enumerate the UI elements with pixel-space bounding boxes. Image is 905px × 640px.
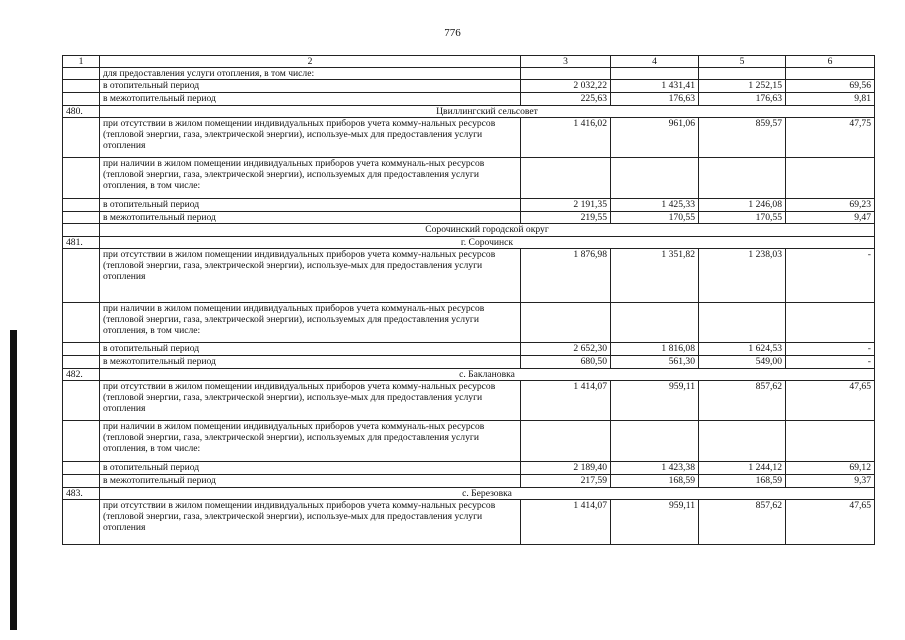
value-col-5: 170,55 [699,212,786,224]
row-number [63,462,100,475]
value-col-6: 9,37 [786,475,875,488]
value-col-3: 2 652,30 [521,343,611,356]
row-description: при наличии в жилом помещении индивидуальных приборов учета коммуналь-ных ресурсов (тепловой энергии, газа, электрической энергии), используемых для предоставления услуги отопления, в том числе: [100,421,521,462]
value-col-6: 47,65 [786,381,875,421]
table-row [63,303,875,343]
value-col-6 [786,421,875,462]
row-number [63,118,100,158]
value-col-6: 47,75 [786,118,875,158]
row-description: при отсутствии в жилом помещении индивидуальных приборов учета комму-нальных ресурсов (тепловой энергии, газа, электрической энергии), используе-мых для предоставления услуги отопления [100,249,521,303]
value-col-5: 857,62 [699,500,786,545]
value-col-4: 1 351,82 [611,249,699,303]
value-col-3 [521,158,611,199]
row-number [63,381,100,421]
value-col-4: 1 425,33 [611,199,699,212]
row-number [63,356,100,369]
row-number [63,249,100,303]
value-col-3: 217,59 [521,475,611,488]
section-row [63,369,875,381]
value-col-3: 1 416,02 [521,118,611,158]
value-col-4 [611,303,699,343]
value-col-6: 9,47 [786,212,875,224]
row-number [63,199,100,212]
value-col-5 [699,303,786,343]
table-row [63,118,875,158]
value-col-3: 1 414,07 [521,381,611,421]
table-row [63,158,875,199]
row-description: в межотопительный период [100,212,521,224]
column-header: 6 [786,56,875,68]
table-row [63,381,875,421]
value-col-5 [699,68,786,80]
row-description: в отопительный период [100,199,521,212]
section-row [63,488,875,500]
value-col-3: 225,63 [521,93,611,106]
value-col-3: 2 032,22 [521,80,611,93]
value-col-3: 219,55 [521,212,611,224]
value-col-6: 69,23 [786,199,875,212]
value-col-3 [521,421,611,462]
row-description: при отсутствии в жилом помещении индивидуальных приборов учета комму-нальных ресурсов (тепловой энергии, газа, электрической энергии), используе-мых для предоставления услуги отопления [100,500,521,545]
section-title: с. Березовка [100,488,875,500]
row-number [63,80,100,93]
value-col-6 [786,68,875,80]
section-title: Цвиллингский сельсовет [100,106,875,118]
column-header: 3 [521,56,611,68]
value-col-4: 561,30 [611,356,699,369]
row-description: в отопительный период [100,462,521,475]
value-col-5: 1 244,12 [699,462,786,475]
row-number [63,303,100,343]
row-number [63,158,100,199]
value-col-5: 857,62 [699,381,786,421]
row-description: в межотопительный период [100,356,521,369]
value-col-6: 9,81 [786,93,875,106]
value-col-5: 1 624,53 [699,343,786,356]
table-row [63,462,875,475]
table-row [63,343,875,356]
value-col-5 [699,421,786,462]
value-col-4: 176,63 [611,93,699,106]
row-number: 483. [63,488,100,500]
header-row [63,56,875,68]
row-description: в отопительный период [100,343,521,356]
value-col-5: 168,59 [699,475,786,488]
value-col-5: 176,63 [699,93,786,106]
value-col-6: 47,65 [786,500,875,545]
value-col-6 [786,158,875,199]
value-col-4: 168,59 [611,475,699,488]
row-number [63,212,100,224]
value-col-4 [611,421,699,462]
table-row [63,500,875,545]
value-col-3: 1 414,07 [521,500,611,545]
row-number [63,343,100,356]
row-number: 480. [63,106,100,118]
row-description: в межотопительный период [100,475,521,488]
row-description: в отопительный период [100,80,521,93]
table-row [63,421,875,462]
value-col-4: 170,55 [611,212,699,224]
row-description: при наличии в жилом помещении индивидуальных приборов учета коммуналь-ных ресурсов (тепловой энергии, газа, электрической энергии), используемых для предоставления услуги отопления, в том числе: [100,158,521,199]
value-col-4 [611,68,699,80]
page-number: 776 [444,27,461,39]
column-header: 4 [611,56,699,68]
value-col-6: - [786,356,875,369]
section-row [63,106,875,118]
value-col-4: 959,11 [611,381,699,421]
value-col-5: 859,57 [699,118,786,158]
value-col-5 [699,158,786,199]
value-col-5: 1 238,03 [699,249,786,303]
table-row [63,93,875,106]
section-title: Сорочинский городской округ [100,224,875,237]
value-col-4 [611,158,699,199]
value-col-6: - [786,249,875,303]
value-col-5: 1 252,15 [699,80,786,93]
row-number [63,224,100,237]
page-edge-bar [10,330,17,630]
value-col-6: 69,56 [786,80,875,93]
value-col-3: 2 191,35 [521,199,611,212]
value-col-6 [786,303,875,343]
row-number [63,475,100,488]
value-col-4: 1 816,08 [611,343,699,356]
value-col-3: 2 189,40 [521,462,611,475]
value-col-6: 69,12 [786,462,875,475]
table-row [63,212,875,224]
tariff-table-body [63,56,875,545]
row-number [63,93,100,106]
section-row [63,224,875,237]
tariff-table [62,55,875,545]
value-col-3 [521,68,611,80]
row-number [63,500,100,545]
value-col-3: 680,50 [521,356,611,369]
row-description: при отсутствии в жилом помещении индивидуальных приборов учета комму-нальных ресурсов (тепловой энергии, газа, электрической энергии), используе-мых для предоставления услуги отопления [100,381,521,421]
section-title: с. Баклановка [100,369,875,381]
table-row [63,249,875,303]
value-col-5: 549,00 [699,356,786,369]
table-row [63,199,875,212]
row-description: при наличии в жилом помещении индивидуальных приборов учета коммуналь-ных ресурсов (тепловой энергии, газа, электрической энергии), используемых для предоставления услуги отопления, в том числе: [100,303,521,343]
row-description: при отсутствии в жилом помещении индивидуальных приборов учета комму-нальных ресурсов (тепловой энергии, газа, электрической энергии), используе-мых для предоставления услуги отопления [100,118,521,158]
column-header: 5 [699,56,786,68]
value-col-4: 961,06 [611,118,699,158]
table-row [63,80,875,93]
value-col-3 [521,303,611,343]
value-col-6: - [786,343,875,356]
row-description: в межотопительный период [100,93,521,106]
row-description: для предоставления услуги отопления, в том числе: [100,68,521,80]
section-row [63,237,875,249]
table-row [63,475,875,488]
value-col-3: 1 876,98 [521,249,611,303]
row-number [63,421,100,462]
value-col-4: 959,11 [611,500,699,545]
value-col-4: 1 423,38 [611,462,699,475]
row-number: 481. [63,237,100,249]
table-row [63,356,875,369]
row-number: 482. [63,369,100,381]
column-header: 2 [100,56,521,68]
table-row [63,68,875,80]
column-header: 1 [63,56,100,68]
value-col-5: 1 246,08 [699,199,786,212]
row-number [63,68,100,80]
section-title: г. Сорочинск [100,237,875,249]
value-col-4: 1 431,41 [611,80,699,93]
